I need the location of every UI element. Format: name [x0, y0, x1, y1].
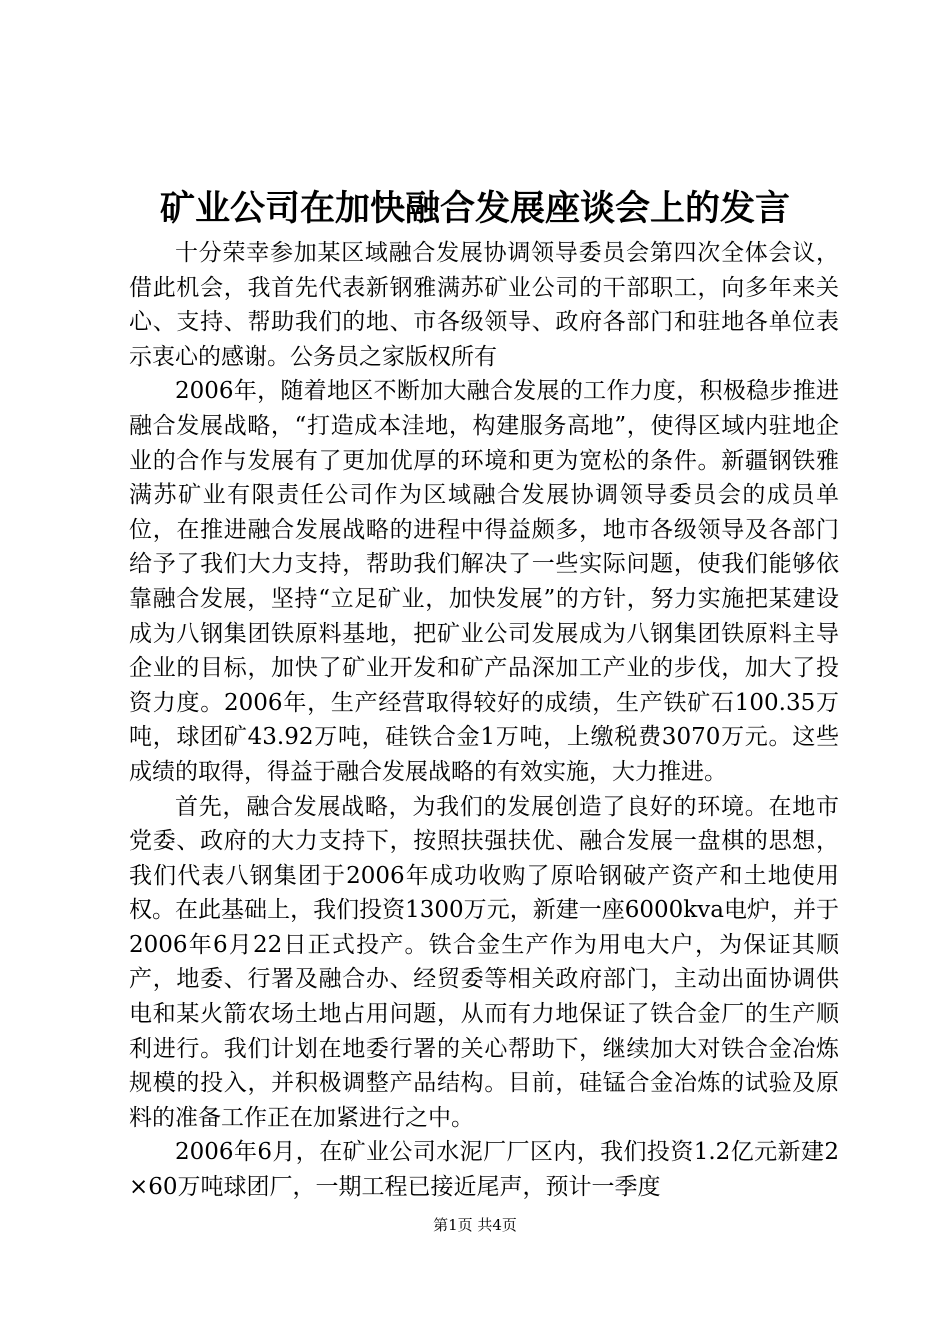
document-body — [129, 236, 839, 1205]
paragraph: 2006年6月，在矿业公司水泥厂厂区内，我们投资1.2亿元新建2×60万吨球团厂，一期工程已接近尾声，预计一季度 — [129, 1139, 839, 1201]
paragraph: 2006年，随着地区不断加大融合发展的工作力度，积极稳步推进融合发展战略，“打造成本洼地，构建服务高地”，使得区域内驻地企业的合作与发展有了更加优厚的环境和更为宽松的条件。新疆钢铁雅满苏矿业有限责任公司作为区域融合发展协调领导委员会的成员单位，在推进融合发展战略的进程中得益颇多，地市各级领导及各部门给予了我们大力支持，帮助我们解决了一些实际问题，使我们能够依靠融合发展，坚持“立足矿业，加快发展”的方针，努力实施把某建设成为八钢集团铁原料基地，把矿业公司发展成为八钢集团铁原料主导企业的目标，加快了矿业开发和矿产品深加工产业的步伐，加大了投资力度。2006年，生产经营取得较好的成绩，生产铁矿石100.35万吨，球团矿43.92万吨，硅铁合金1万吨，上缴税费3070万元。这些成绩的取得，得益于融合发展战略的有效实施，大力推进。 — [129, 378, 839, 785]
page-footer: 第1页 共4页 — [433, 1216, 517, 1234]
document-title: 矿业公司在加快融合发展座谈会上的发言 — [159, 188, 790, 229]
paragraph: 首先，融合发展战略，为我们的发展创造了良好的环境。在地市党委、政府的大力支持下，按照扶强扶优、融合发展一盘棋的思想，我们代表八钢集团于2006年成功收购了原哈钢破产资产和土地使用权。在此基础上，我们投资1300万元，新建一座6000kva电炉，并于2006年6月22日正式投产。铁合金生产作为用电大户，为保证其顺产，地委、行署及融合办、经贸委等相关政府部门，主动出面协调供电和某火箭农场土地占用问题，从而有力地保证了铁合金厂的生产顺利进行。我们计划在地委行署的关心帮助下，继续加大对铁合金冶炼规模的投入，并积极调整产品结构。目前，硅锰合金冶炼的试验及原料的准备工作正在加紧进行之中。 — [129, 793, 839, 1131]
paragraph: 十分荣幸参加某区域融合发展协调领导委员会第四次全体会议，借此机会，我首先代表新钢雅满苏矿业公司的干部职工，向多年来关心、支持、帮助我们的地、市各级领导、政府各部门和驻地各单位表示衷心的感谢。公务员之家版权所有 — [129, 240, 839, 370]
